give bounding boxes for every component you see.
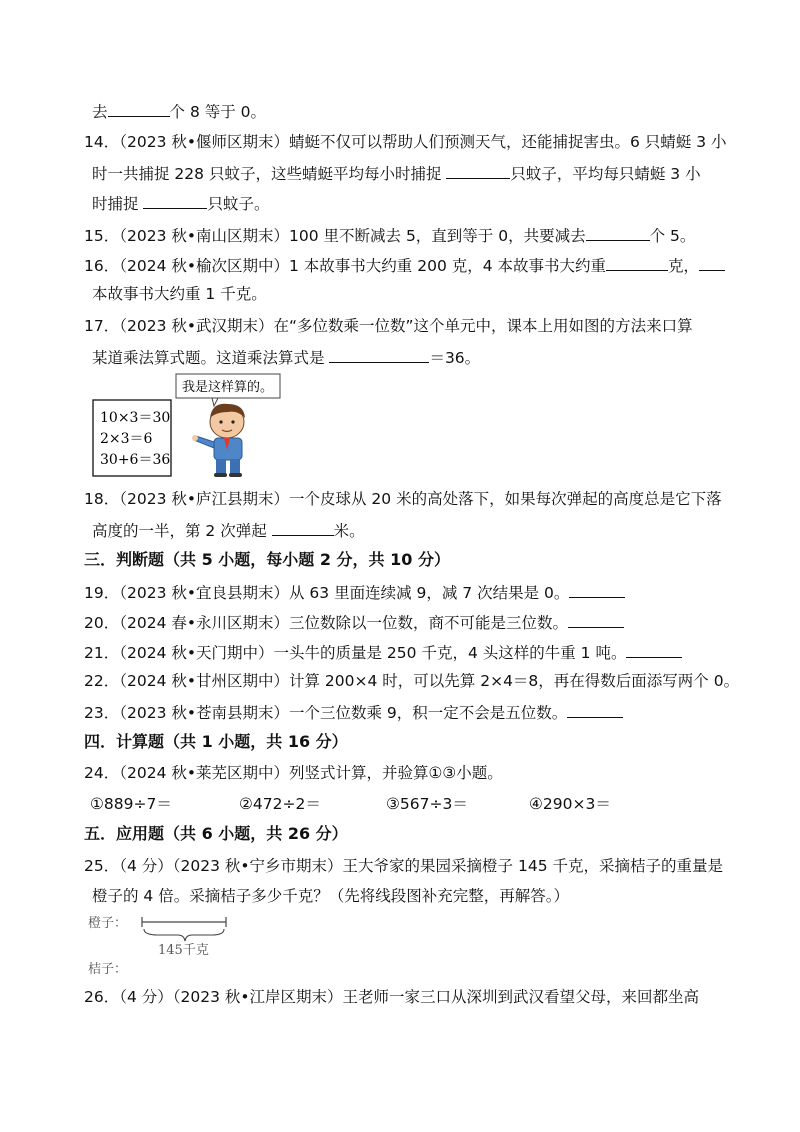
question-23: [84, 701, 623, 723]
q24-item-2: ②472÷2＝: [239, 795, 321, 813]
question-15: [84, 224, 695, 246]
answer-blank[interactable]: [329, 346, 429, 363]
question-number: 14．: [84, 133, 120, 151]
section-3-title: 三．判断题（共 5 小题，每小题 2 分，共 10 分）: [84, 550, 450, 569]
equation-1: 10×3＝30: [100, 410, 171, 426]
text: 橙子的 4 倍。采摘桔子多少千克？（先将线段图补充完整，再解答。）: [92, 887, 569, 905]
question-number: 16．: [84, 257, 120, 275]
q24-item-1: ①889÷7＝: [90, 795, 172, 813]
question-17: [84, 316, 693, 336]
question-21: [84, 641, 682, 663]
question-14-line2: [92, 162, 701, 184]
question-22: [84, 671, 739, 691]
question-text: （4 分）（2023 秋•江岸区期末）王老师一家三口从深圳到武汉看望父母，来回都坐高: [119, 988, 700, 1006]
question-number: 26．: [84, 988, 120, 1006]
text: 时捕捉: [92, 195, 144, 213]
question-number: 23．: [84, 704, 120, 722]
answer-blank[interactable]: [108, 100, 170, 117]
q17-illustration: [92, 372, 282, 478]
question-25-line2: [92, 886, 569, 906]
question-number: 21．: [84, 644, 120, 662]
question-18-line2: [92, 519, 365, 541]
question-20: [84, 611, 624, 633]
question-text: （2024 春•永川区期末）三位数除以一位数，商不可能是三位数。: [119, 614, 569, 632]
answer-blank[interactable]: [569, 581, 625, 598]
question-text: （2024 秋•榆次区期中）1 本故事书大约重 200 克，4 本故事书大约重: [119, 257, 607, 275]
question-19: [84, 581, 625, 603]
question-17-line2: [92, 346, 480, 368]
question-24: [84, 763, 503, 783]
speech-text: 我是这样算的。: [182, 380, 274, 395]
question-text: （4 分）（2023 秋•宁乡市期末）王大爷家的果园采摘橙子 145 千克，采摘桔子的重量是: [119, 857, 723, 875]
q24-item-4: ④290×3＝: [529, 795, 611, 813]
answer-blank[interactable]: [567, 701, 623, 718]
brace-value: 145千克: [158, 943, 209, 958]
text: 只蚊子，平均每只蜻蜓 3 小: [510, 165, 701, 183]
question-14: [84, 132, 727, 152]
text: 高度的一半，第 2 次弹起: [92, 522, 272, 540]
question-text: （2023 秋•偃师区期末）蜻蜓不仅可以帮助人们预测天气，还能捕捉害虫。6 只蜻蜓 3 小: [119, 133, 727, 151]
question-text: （2023 秋•武汉期末）在“多位数乘一位数”这个单元中，课本上用如图的方法来口算: [119, 317, 693, 335]
answer-blank[interactable]: [699, 254, 725, 271]
answer-blank[interactable]: [586, 224, 650, 241]
question-18: [84, 489, 722, 509]
segment-diagram: [88, 913, 238, 975]
equation-3: 30+6＝36: [100, 452, 171, 468]
question-text: （2024 秋•天门期中）一头牛的质量是 250 千克，4 头这样的牛重 1 吨。: [119, 644, 627, 662]
answer-blank[interactable]: [143, 192, 207, 209]
text: 只蚊子。: [207, 195, 270, 213]
question-text: （2023 秋•宜良县期末）从 63 里面连续减 9，减 7 次结果是 0。: [119, 584, 570, 602]
question-14-line3: [92, 192, 269, 214]
q13-tail: [92, 100, 266, 122]
section-4-title: 四．计算题（共 1 小题，共 16 分）: [84, 732, 348, 751]
speech-bubble-tail: [212, 398, 218, 406]
text: 本故事书大约重 1 千克。: [92, 285, 267, 303]
label-orange: 橙子：: [88, 916, 128, 931]
answer-blank[interactable]: [446, 162, 510, 179]
question-number: 19．: [84, 584, 120, 602]
text: 时一共捕捉 228 只蚊子，这些蜻蜓平均每小时捕捉: [92, 165, 447, 183]
equation-2: 2×3＝6: [100, 431, 153, 447]
question-number: 15．: [84, 227, 120, 245]
question-26: [84, 987, 699, 1007]
text: 个 8 等于 0。: [169, 103, 267, 121]
question-number: 18．: [84, 490, 120, 508]
question-25: [84, 856, 723, 876]
text: 去: [92, 103, 108, 121]
text: 克，: [668, 257, 700, 275]
label-tangerine: 桔子：: [88, 962, 128, 975]
text: ＝36。: [429, 349, 481, 367]
section-5-title: 五．应用题（共 6 小题，共 26 分）: [84, 824, 348, 843]
question-text: （2023 秋•庐江县期末）一个皮球从 20 米的高处落下，如果每次弹起的高度总是它下落: [119, 490, 722, 508]
question-number: 20．: [84, 614, 120, 632]
question-number: 24．: [84, 764, 120, 782]
text: 个 5。: [649, 227, 696, 245]
text: 米。: [333, 522, 365, 540]
question-text: （2023 秋•苍南县期末）一个三位数乘 9，积一定不会是五位数。: [119, 704, 568, 722]
q25-line-diagram: [88, 913, 238, 975]
question-number: 25．: [84, 857, 120, 875]
q17-figure: [92, 372, 282, 478]
question-16: [84, 254, 725, 276]
answer-blank[interactable]: [272, 519, 334, 536]
question-number: 17．: [84, 317, 120, 335]
q24-item-3: ③567÷3＝: [386, 795, 468, 813]
answer-blank[interactable]: [606, 254, 668, 271]
text: 某道乘法算式题。这道乘法算式是: [92, 349, 330, 367]
question-text: （2024 秋•甘州区期中）计算 200×4 时，可以先算 2×4＝8，再在得数后面添写两个 0。: [119, 672, 740, 690]
question-text: （2024 秋•莱芜区期中）列竖式计算，并验算①③小题。: [119, 764, 503, 782]
question-16-line2: [92, 284, 267, 304]
answer-blank[interactable]: [568, 611, 624, 628]
brace: [144, 929, 224, 941]
question-number: 22．: [84, 672, 120, 690]
question-text: （2023 秋•南山区期末）100 里不断减去 5，直到等于 0，共要减去: [119, 227, 586, 245]
answer-blank[interactable]: [626, 641, 682, 658]
boy-illustration: [192, 404, 245, 477]
